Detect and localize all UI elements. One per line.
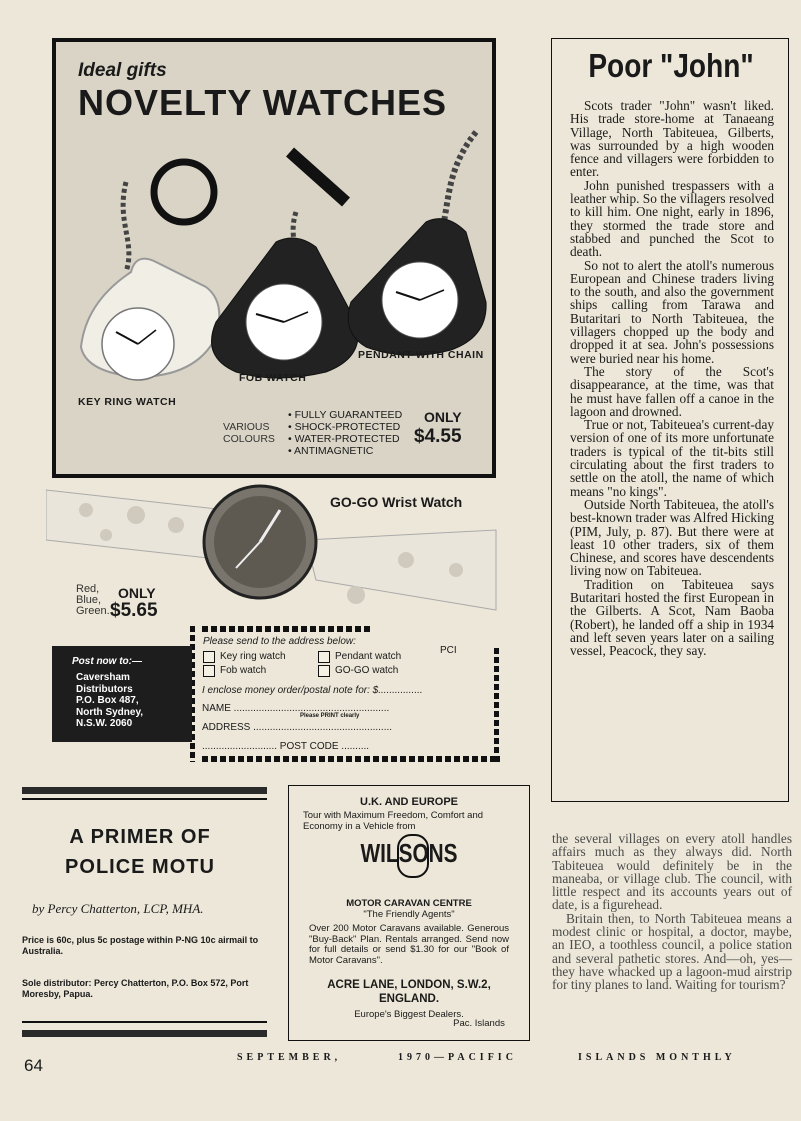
primer-title: A PRIMER OF POLICE MOTU [65,826,215,878]
gogo-only: ONLY [118,585,156,601]
ad-headline: NOVELTY WATCHES [78,82,448,123]
tbar-icon [290,152,346,202]
divider-line [22,1021,267,1023]
article-body [570,99,774,657]
article-continuation [552,832,792,992]
footer-month: SEPTEMBER, [237,1052,342,1063]
caravan-address1: ACRE LANE, LONDON, S.W.2, [327,979,491,991]
gogo-title: GO-GO Wrist Watch [330,494,463,510]
order-coupon [190,626,500,764]
globe-icon [397,834,429,878]
paragraph: Britain then, to North Tabiteuea means a modest clinic or hospital, a doctor, maybe, an IEO, a toothless council, a police station and several pathetic stores. And—oh, yes—they have whacked up a lagoon-mud airstrip for tiny planes to land. Waiting for tourism? [552,910,792,993]
label-key-ring: KEY RING WATCH [78,396,177,408]
feature-list: • FULLY GUARANTEED • SHOCK-PROTECTED • WATER-PROTECTED • ANTIMAGNETIC [288,409,403,457]
watch-illustrations [56,122,492,442]
checkbox-key-ring[interactable] [203,651,215,663]
paragraph: John punished trespassers with a leather whip. So the villagers resolved to kill him. One night, early in 1896, they stormed the trade store and stabbed and punched the Scot to death. [570,177,774,260]
primer-price: Price is 60c, plus 5c postage within P-NG 10c airmail to Australia. [22,935,259,956]
address-field[interactable]: ADDRESS .................................................. [202,722,393,733]
strap-right [306,530,496,610]
post-now-label: Post now to:— [72,656,142,667]
footer-magazine: ISLANDS MONTHLY [578,1052,736,1063]
paragraph: the several villages on every atoll handles affairs much as they always did. North Tabiteuea would definitely be in the maneaba, or village club. The council, with little respect and its accounts years out of date, is a figurehead. [552,831,792,913]
caravan-agents: "The Friendly Agents" [363,909,455,920]
paragraph: So not to alert the atoll's numerous European and Chinese traders living to the south, and also the government ships calling from Tarawa and Butaritari to North Tabiteuea, the villagers chopped up the body and dropped it at sea. John's possessions were buried near his home. [570,257,774,366]
option-fob: Fob watch [220,665,267,676]
chain-icon [123,182,129,272]
primer-byline: by Percy Chatterton, LCP, MHA. [32,901,204,916]
caravan-body: Over 200 Motor Caravans available. Generous "Buy-Back" Plan. Rentals arranged. Send now for full details or send $1.30 for our "Book of Motor Caravans". [309,923,509,966]
print-note: Please PRINT clearly [300,713,360,719]
post-now-block [52,646,192,742]
distributor-address: Caversham Distributors P.O. Box 487, North Sydney, N.S.W. 2060 [76,672,144,729]
caravan-subtitle: Tour with Maximum Freedom, Comfort and Economy in a Vehicle from [303,810,484,832]
caravan-tag1: Europe's Biggest Dealers. [354,1009,464,1020]
wilsons-logo: WILSONS [360,838,458,868]
checkbox-pendant[interactable] [318,651,330,663]
divider-band [22,1030,267,1037]
caravan-address2: ENGLAND. [378,993,440,1005]
gogo-colors: Red, Blue, Green. [76,583,110,617]
coupon-code: PCI [440,645,457,656]
checkbox-fob[interactable] [203,665,215,677]
article-box [551,38,789,802]
various-colours: VARIOUS COLOURS [223,421,275,445]
article-title: Poor "John" [588,47,754,84]
name-field[interactable]: NAME ........................................................ [202,703,390,714]
footer-year: 1970—PACIFIC [398,1052,517,1063]
caravan-centre: MOTOR CARAVAN CENTRE [346,898,472,909]
checkbox-gogo[interactable] [318,665,330,677]
divider-band [22,787,267,794]
paragraph: Tradition on Tabiteuea says Butaritari hosted the first European in the Gilberts. A Scot, Nam Baoba (Robert), he landed off a ship in 1934 and left seven years later on a sailing vessel, Peacock, they say. [570,576,774,659]
novelty-watches-ad [52,38,496,478]
primer-distributor: Sole distributor: Percy Chatterton, P.O. Box 572, Port Moresby, Papua. [22,978,249,999]
page-number: 64 [24,1056,43,1075]
paragraph: The story of the Scot's disappearance, at the time, was that he must have fallen off a canoe in the lagoon and drowned. [570,363,774,419]
label-fob: FOB WATCH [239,372,307,384]
price-block: ONLY $4.55 [414,409,462,447]
label-pendant: PENDANT WITH CHAIN [358,349,484,361]
strap-left [46,490,226,560]
divider-line [22,798,267,800]
ad-tagline: Ideal gifts [78,60,167,81]
caravan-ad [288,785,530,1041]
option-gogo: GO-GO watch [335,665,399,676]
enclose-field[interactable]: I enclose money order/postal note for: $................ [202,685,423,696]
caravan-tag2: Pac. Islands [453,1018,505,1029]
gogo-price: $5.65 [110,600,158,621]
paragraph: Outside North Tabiteuea, the atoll's best-known trader was Alfred Hicking (PIM, July, p. 87). But there were at least 10 other traders, six of them Chinese, and scores have descendents living now on Tabiteuea. [570,496,774,579]
price: $4.55 [414,426,462,447]
caravan-heading: U.K. AND EUROPE [360,796,458,808]
paragraph: True or not, Tabiteuea's current-day version of one of its more unfortunate traders is typical of the tit-bits still circulating about the first traders to settle on the atoll, the name of which means "no kings". [570,417,774,499]
postcode-field[interactable]: ........................... POST CODE .......... [202,741,370,752]
key-ring-icon [154,162,214,222]
option-key-ring: Key ring watch [220,651,286,662]
option-pendant: Pendant watch [335,651,402,662]
paragraph: Scots trader "John" wasn't liked. His trade store-home at Tanaeang Village, North Tabiteuea, Gilberts, was surrounded by a high wooden fence and villagers were forbidden to enter. [570,98,774,180]
coupon-instruction: Please send to the address below: [203,636,356,647]
